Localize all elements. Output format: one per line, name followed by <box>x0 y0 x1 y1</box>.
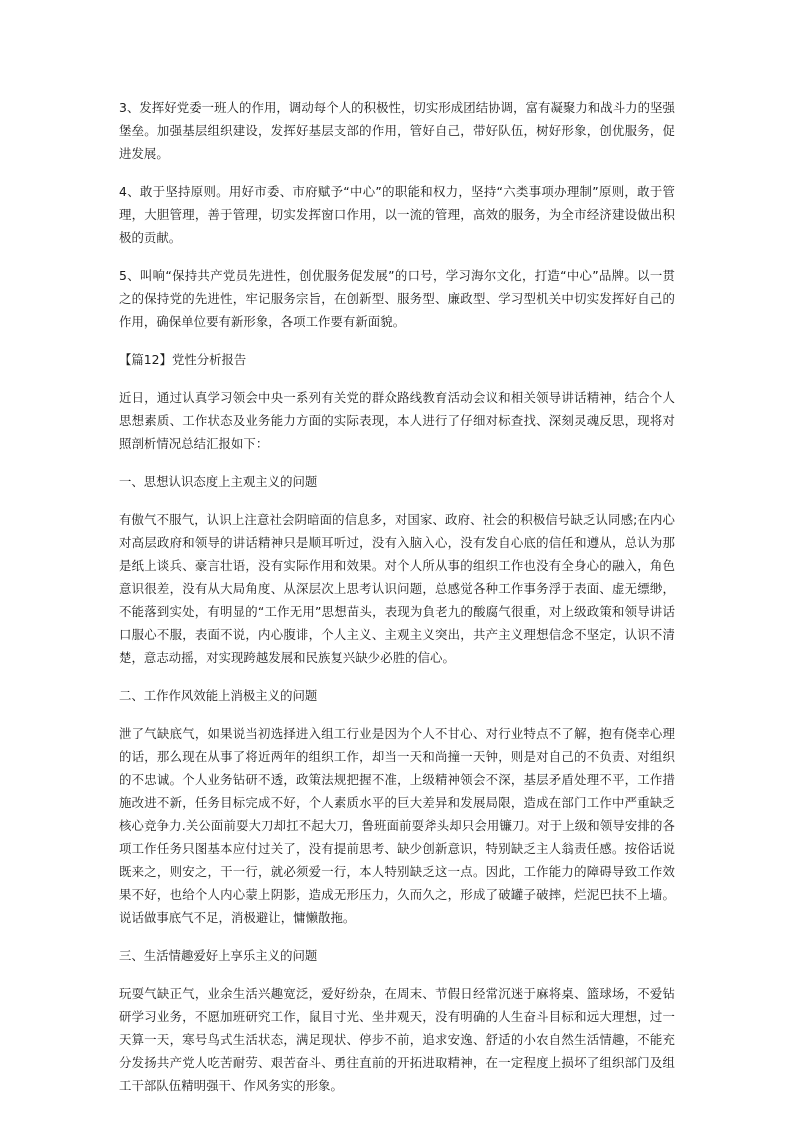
report-title: 【篇12】党性分析报告 <box>119 352 247 367</box>
document-page <box>119 96 675 1097</box>
section-1-paragraph: 有傲气不服气，认识上注意社会阴暗面的信息多，对国家、政府、社会的积极信号缺乏认同感;在内心对高层政府和领导的讲话精神只是顺耳听过，没有入脑入心，没有发自心底的信任和遵从，总认为那是纸上谈兵、豪言壮语，没有实际作用和效果。对个人所从事的组织工作也没有全身心的融入，角色意识很差，没有从大局角度、从深层次上思考认识问题，总感觉各种工作事务浮于表面、虚无缥缈，不能落到实处，有明显的“工作无用”思想苗头，表现为負老九的酸腐气很重，对上级政策和领导讲话口服心不服，表面不说，内心腹诽，个人主义、主观主义突出，共产主义理想信念不坚定，认识不清楚，意志动摇，对实现跨越发展和民族复兴缺少必胜的信心。 <box>119 512 675 665</box>
section-2-paragraph: 泄了气缺底气，如果说当初选择进入组工行业是因为个人不甘心、对行业特点不了解，抱有侥幸心理的话，那么现在从事了将近两年的组织工作，却当一天和尚撞一天钟，则是对自己的不负责、对组织的不忠诚。个人业务钻研不透，政策法规把握不准，上级精神领会不深，基层矛盾处理不平，工作措施改进不新，任务目标完成不好，个人素质水平的巨大差异和发展局限，造成在部门工作中严重缺乏核心竞争力.关公面前耍大刀却扛不起大刀，鲁班面前耍斧头却只会用镰刀。对于上级和领导安排的各项工作任务只图基本应付过关了，没有提前思考、缺少创新意识，特别缺乏主人翁责任感。按俗话说既来之，则安之，干一行，就必须爱一行，本人特别缺乏这一点。因此，工作能力的障碍导致工作效果不好，也给个人内心蒙上阴影，造成无形压力，久而久之，形成了破罐子破摔，烂泥巴扶不上墙。说话做事底气不足，消极避让，慵懒散拖。 <box>119 726 675 925</box>
paragraph-item-3: 3、发挥好党委一班人的作用，调动每个人的积极性，切实形成团结协调，富有凝聚力和战斗力的坚强堡垒。加强基层组织建设，发挥好基层支部的作用，管好自己，带好队伍，树好形象，创优服务，促进发展。 <box>119 100 675 161</box>
section-heading-2: 二、工作作风效能上消极主义的问题 <box>119 688 318 703</box>
intro-paragraph: 近日，通过认真学习领会中央一系列有关党的群众路线教育活动会议和相关领导讲话精神，结合个人思想素质、工作状态及业务能力方面的实际表现，本人进行了仔细对标查找、深刻灵魂反思，现将对照剖析情况总结汇报如下： <box>119 390 675 451</box>
section-3-paragraph: 玩耍气缺正气，业余生活兴趣宽泛，爱好纷杂，在周末、节假日经常沉迷于麻将桌、篮球场，不爱钻研学习业务，不愿加班研究工作，鼠目寸光、坐井观天，没有明确的人生奋斗目标和远大理想，过一天算一天，寒号鸟式生活状态，满足现状、停步不前，追求安逸、舒适的小农自然生活情趣，不能充分发扬共产党人吃苦耐劳、艰苦奋斗、勇往直前的开拓进取精神，在一定程度上损坏了组织部门及组工干部队伍精明强干、作风务实的形象。 <box>119 986 675 1093</box>
paragraph-item-4: 4、敢于坚持原则。用好市委、市府赋予“中心”的职能和权力，坚持“六类事项办理制”原则，敢于管理，大胆管理，善于管理，切实发挥窗口作用，以一流的管理，高效的服务，为全市经济建设做出积极的贡献。 <box>119 184 675 245</box>
section-heading-1: 一、思想认识态度上主观主义的问题 <box>119 474 318 489</box>
paragraph-item-5: 5、叫响“保持共产党员先进性，创优服务促发展”的口号，学习海尔文化，打造“中心”品牌。以一贯之的保持党的先进性，牢记服务宗旨，在创新型、服务型、廉政型、学习型机关中切实发挥好自己的作用，确保单位要有新形象，各项工作要有新面貌。 <box>119 268 675 329</box>
section-heading-3: 三、生活情趣爱好上享乐主义的问题 <box>119 948 318 963</box>
